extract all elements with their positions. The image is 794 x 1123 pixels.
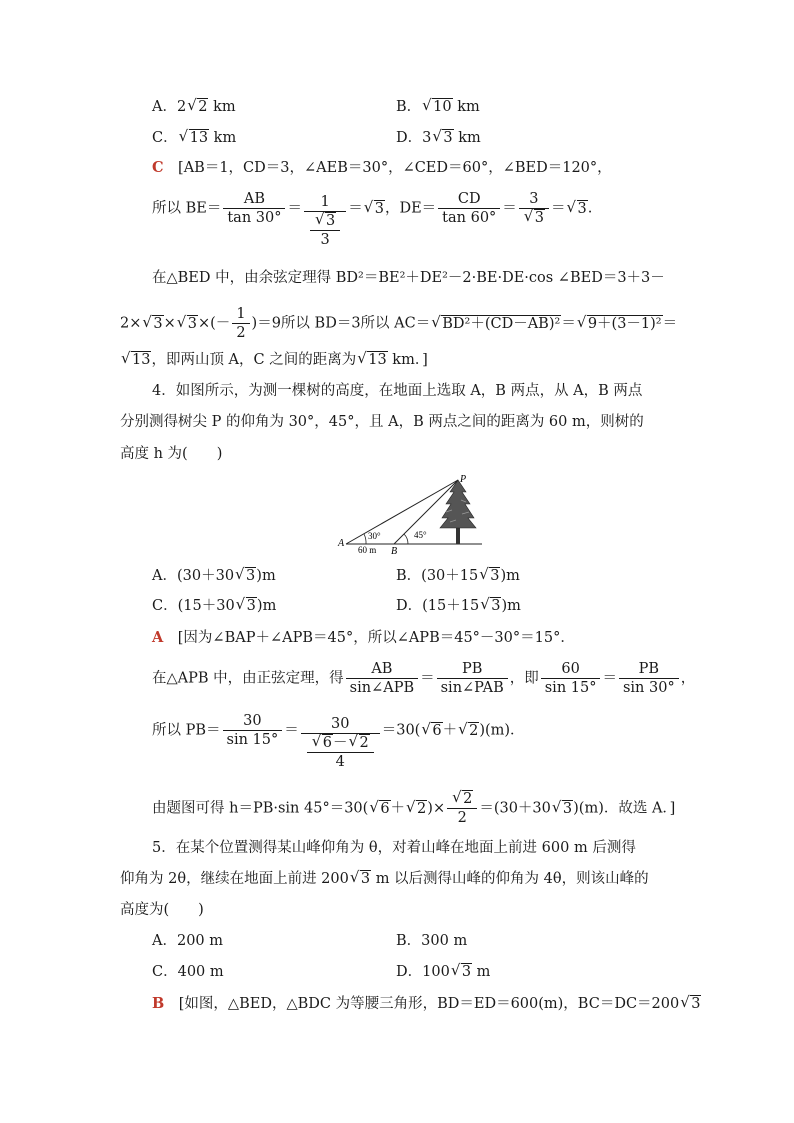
label-p: P [460,474,467,485]
sqrt [122,350,151,370]
unit: km [213,130,237,146]
radicand: 3 [461,964,472,980]
solution-text: ＝30( [381,722,421,739]
q5-solution-line-1 [152,994,701,1014]
solution-text: ，即两山顶 A，C 之间的距离为 [151,352,357,368]
solution-text: )(m)．故选 A．] [573,800,676,817]
q4-solution-line-1 [152,628,575,648]
q3-option-c[interactable] [152,128,236,148]
q5-stem-line-2 [120,869,649,889]
sqrt [143,312,163,336]
sqrt [316,212,336,230]
option-text: 100 [422,964,450,980]
sqrt [432,312,561,336]
q4-stem-line-2: 分别测得树尖 P 的仰角为 30°，45°，且 A，B 两点之间的距离为 60 m，则树的 [120,414,644,430]
sqrt [236,566,256,586]
denominator: 2 [457,810,467,826]
option-label: B． [396,99,422,115]
radicand: 6 [380,800,390,817]
answer-letter: C [152,159,164,176]
fraction [232,305,249,342]
sqrt [358,350,387,370]
option-text: 400 m [177,964,224,980]
option-label: A． [152,568,177,584]
tree-icon [440,480,476,544]
q4-option-b[interactable] [396,566,520,586]
q4-option-a[interactable] [152,566,276,586]
radicand: 3 [691,996,701,1012]
numerator: 30 [223,712,283,731]
option-text: (30＋30 [176,568,235,584]
label-distance: 60 m [358,545,377,554]
sqrt [453,790,473,808]
label-angle-45: 45° [414,530,427,540]
equals: ＝ [348,200,363,217]
fraction [301,715,380,771]
sight-line-from-a [346,480,458,544]
radicand: 3 [562,800,573,817]
q3-option-b[interactable] [396,97,480,117]
denominator: sin 30° [622,680,675,696]
solution-text: ×(－ [198,315,231,332]
numerator: 60 [541,660,601,679]
option-text: )m [501,598,521,614]
equals: ＝ [287,200,302,217]
numerator: AB [223,190,285,209]
option-text: m [472,964,491,980]
option-label: C． [152,598,178,614]
option-label: B． [396,933,422,949]
option-text: (15＋30 [177,598,235,614]
q4-solution-line-4 [152,790,675,827]
radicand: 3 [246,598,256,614]
solution-text: ，即 [509,670,539,687]
radicand: 3 [187,315,197,332]
sqrt [365,198,385,220]
label-angle-30: 30° [368,531,381,541]
option-label: A． [152,99,177,115]
equals: ＝ [561,315,576,332]
coef: 2 [176,99,187,115]
minus: － [333,735,348,751]
sqrt [313,734,333,752]
radicand: 3 [490,568,500,584]
radicand: 3 [246,568,256,584]
fraction [541,660,601,697]
radicand: 6 [432,722,442,739]
radicand: 3 [577,200,587,217]
angle-arc-45 [404,534,408,544]
radicand: 3 [360,871,371,887]
denominator: 4 [335,754,345,770]
option-label: D． [396,130,423,146]
option-text: (30＋15 [421,568,479,584]
coef: 3 [422,130,432,146]
numerator: 1 [232,305,249,324]
solution-text: )(m)． [479,722,525,739]
sqrt [370,798,390,820]
numerator: PB [619,660,679,679]
radicand: 6 [322,735,332,751]
q3-solution-line-1 [152,158,612,178]
sqrt [433,128,453,148]
plus: ＋ [390,800,406,817]
radicand: 13 [368,352,387,368]
solution-text: × [163,315,176,332]
denominator: 3 [320,232,330,248]
solution-text: 所以 PB＝ [152,722,221,739]
sqrt [553,798,573,820]
q4-option-c[interactable] [152,596,276,616]
q5-option-a[interactable] [152,931,223,951]
option-label: B． [396,568,422,584]
sqrt [578,312,663,336]
fraction [447,790,477,827]
fraction [519,190,549,227]
q3-solution-line-4 [120,305,677,342]
radicand: 3 [534,210,545,226]
sqrt [681,994,701,1014]
radicand: 2 [417,800,427,817]
radicand: 2 [198,99,208,115]
answer-letter: B [152,995,165,1012]
option-text: 200 m [176,933,224,949]
q5-option-b[interactable] [396,931,467,951]
inner-fraction [310,212,340,249]
radicand: 2 [359,735,369,751]
radicand: 9＋(3－1)² [587,315,662,332]
label-a: A [338,538,345,549]
solution-text: km．] [387,352,428,368]
solution-text: 2× [120,315,142,332]
sqrt [180,128,209,148]
radicand: 13 [132,352,151,368]
denominator [301,734,380,771]
radicand: BD²＋(CD－AB)² [442,315,561,332]
solution-text: ＝(30＋30 [479,800,551,817]
sqrt [237,596,257,616]
q5-stem-line-1: 5．在某个位置测得某山峰仰角为 θ，对着山峰在地面上前进 600 m 后测得 [152,840,636,856]
option-label: C． [152,130,178,146]
q3-option-a[interactable] [152,97,236,117]
inner-fraction [307,734,374,771]
sqrt [452,962,472,982]
fraction [304,193,346,249]
radicand: 3 [153,315,163,332]
q4-tree-figure [336,474,486,554]
radicand: 2 [469,722,479,739]
q3-solution-line-3: 在△BED 中，由余弦定理得 BD²＝BE²＋DE²－2·BE·DE·cos ∠BED＝3＋3－ [152,270,665,286]
solution-text: m 以后测得山峰的仰角为 4θ，则该山峰的 [371,871,649,887]
sqrt [568,198,588,220]
q4-option-d[interactable] [396,596,521,616]
radicand: 13 [189,130,209,146]
sqrt [459,720,479,742]
equals: ＝ [662,315,678,332]
solution-text: 由题图可得 h＝PB·sin 45°＝30( [152,800,369,817]
unit: km [213,99,236,115]
q3-option-d[interactable] [396,128,481,148]
radicand: 3 [443,130,453,146]
q4-stem-line-1: 4．如图所示，为测一棵树的高度，在地面上选取 A，B 两点，从 A，B 两点 [152,383,643,399]
q3-solution-line-5 [120,350,428,370]
solution-text: [因为∠BAP＋∠APB＝45°，所以∠APB＝45°－30°＝15°． [177,630,575,646]
sqrt [188,97,208,117]
unit: km [457,99,480,115]
denominator: 2 [236,325,246,341]
radicand: 10 [433,99,452,115]
option-text: )m [256,598,277,614]
option-label: D． [396,598,423,614]
option-text: (15＋15 [422,598,480,614]
sqrt [480,566,500,586]
denominator: sin 15° [544,680,597,696]
q4-solution-line-3: 所以 PB＝ $\frac{30}{\sin 15^\circ}$ ＝ 30 √ $\frac{6-√ 2}{4}$ ＝30(√ 6＋√ 2)(m)． [152,712,525,771]
denominator: tan 30° [227,210,282,226]
sqrt [481,596,501,616]
q5-option-c[interactable] [152,962,224,982]
fraction [346,660,418,697]
fraction [438,190,500,227]
solution-text: ，DE＝ [384,200,437,217]
numerator: 3 [519,190,549,209]
option-text: )m [256,568,276,584]
denominator: sin∠APB [349,680,415,696]
denominator [304,212,346,249]
q4-stem-line-3: 高度 h 为( ) [120,446,223,462]
numerator: 30 [301,715,380,734]
equals: ＝ [420,670,435,687]
sqrt [350,734,370,752]
unit: km [458,130,481,146]
option-label: D． [396,964,423,980]
angle-arc-30 [364,534,366,544]
plus: ＋ [442,722,458,739]
radicand: 3 [374,200,384,217]
denominator: sin 15° [226,732,279,748]
option-label: C． [152,964,178,980]
solution-text: 仰角为 2θ，继续在地面上前进 200 [120,871,349,887]
solution-text: ， [680,670,696,687]
solution-text: )＝9所以 BD＝3所以 AC＝ [251,315,431,332]
times: )× [427,800,446,817]
fraction [619,660,679,697]
sqrt [407,798,427,820]
fraction [223,712,283,749]
option-text: 300 m [421,933,468,949]
q4-solution-line-2: 在△APB 中，由正弦定理，得 AB sin∠APB ＝ PB sin∠PAB ，即 $\frac{60}{\sin 15^\circ}$ ＝ $\frac{PB}{\sin 30^\circ}$ ， [152,661,696,696]
sqrt [351,869,371,889]
sqrt [178,312,198,336]
q5-option-d[interactable] [396,962,490,982]
fraction [437,660,508,697]
answer-letter: A [152,629,164,646]
solution-text: 在△APB 中，由正弦定理，得 [152,670,344,687]
solution-text: [如图，△BED，△BDC 为等腰三角形，BD＝ED＝600(m)，BC＝DC＝200 [178,996,680,1012]
radicand: 3 [325,213,336,229]
fraction [223,190,285,227]
numerator: PB [437,660,508,679]
q3-solution-line-2: 所以 BE＝ $\frac{AB}{\tan 30^\circ}$ ＝ 1 √ $\frac{3}{3}$ ＝√ 3，DE＝ $\frac{CD}{\tan 60^\circ}$ ＝ 3 √ 3 ＝√ 3. [152,190,592,249]
sqrt [525,209,545,227]
radicand: 3 [491,598,501,614]
numerator: 1 [304,193,346,212]
label-b: B [391,546,398,554]
q5-stem-line-3: 高度为( ) [120,902,204,918]
numerator: CD [438,190,500,209]
solution-text: [AB＝1，CD＝3，∠AEB＝30°，∠CED＝60°，∠BED＝120°， [178,160,612,176]
denominator: sin∠PAB [440,680,504,696]
denominator: tan 60° [442,210,497,226]
solution-text: 所以 BE＝ [152,200,222,217]
radicand: 2 [463,791,473,807]
sqrt [422,720,442,742]
option-label: A． [152,933,177,949]
option-text: )m [500,568,520,584]
numerator: AB [346,660,418,679]
sqrt [423,97,452,117]
